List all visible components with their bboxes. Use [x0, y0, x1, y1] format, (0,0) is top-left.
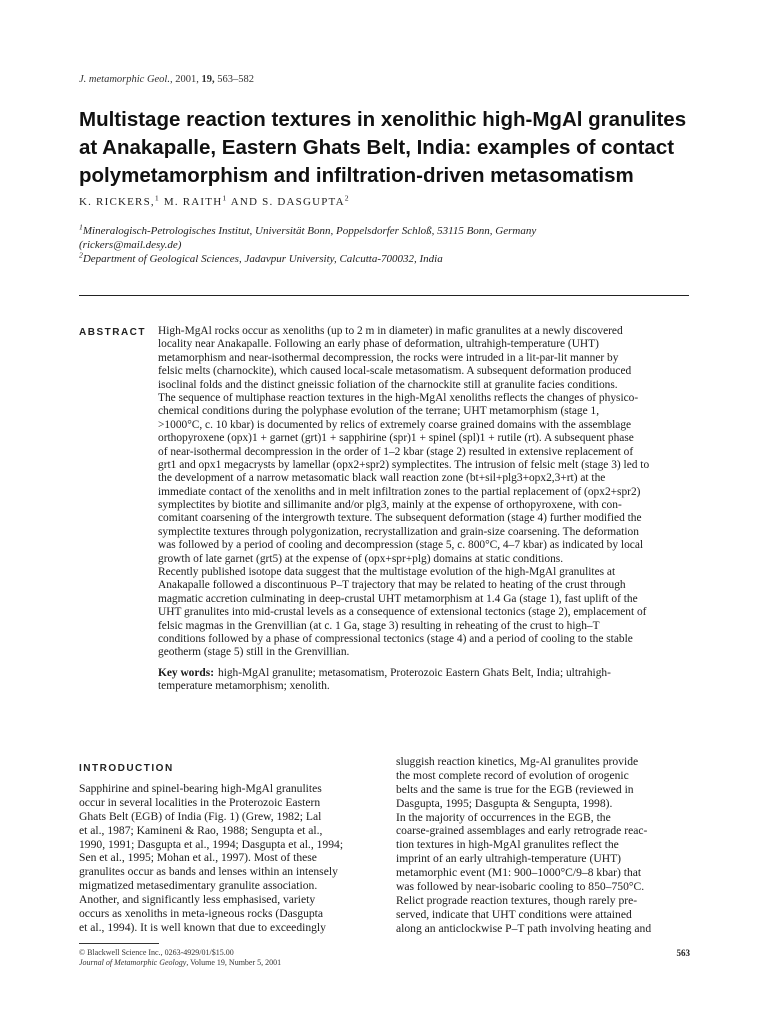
footer-volume-info: , Volume 19, Number 5, 2001	[186, 958, 282, 967]
journal-volume: 19,	[201, 74, 215, 85]
keywords-line	[158, 667, 688, 680]
copyright-line: © Blackwell Science Inc., 0263-4929/01/$15.00	[79, 948, 234, 957]
title-line: polymetamorphism and infiltration-driven metasomatism	[79, 164, 634, 187]
body-line: belts and the same is true for the EGB (reviewed in	[396, 782, 634, 796]
abstract-label: ABSTRACT	[79, 327, 146, 338]
abstract-line: of near-isothermal decompression in the order of 1–2 kbar (stage 2) resulted in extensive replacement of	[158, 445, 634, 458]
abstract-line: was followed by a period of cooling and decompression (stage 5, c. 800°C, 4–7 kbar) as indicated by local	[158, 539, 644, 552]
abstract-line: grt1 and opx1 megacrysts by lamellar (opx2+spr2) symplectites. The intrusion of felsic melt (stage 3) led to	[158, 458, 650, 471]
journal-pages: 563–582	[217, 74, 254, 85]
journal-name: J. metamorphic Geol.,	[79, 74, 173, 85]
keywords	[158, 667, 688, 694]
author-raith: M. RAITH	[163, 196, 223, 208]
body-line: granulites occur as bands and lenses within an intensely	[79, 865, 338, 879]
body-line: tion textures in high-MgAl granulites reflect the	[396, 838, 619, 852]
body-line: Dasgupta, 1995; Dasgupta & Sengupta, 1998).	[396, 796, 613, 810]
author-list	[79, 193, 350, 208]
body-line: was followed by near-isobaric cooling to 850–750°C.	[396, 880, 645, 894]
affiliation-2	[79, 252, 699, 266]
body-line: Relict prograde reaction textures, though rarely pre-	[396, 893, 638, 907]
abstract-line: immediate contact of the xenoliths and in melt infiltration zones to the partial replacement of (opx2+spr2)	[158, 485, 641, 498]
abstract-line: isoclinal folds and the distinct gneissic foliation of the charnockite still at granulite facies conditions.	[158, 378, 618, 391]
intro-left-column	[79, 782, 379, 935]
abstract-line: felsic melts (charnockite), which caused local-scale metasomatism. A subsequent deformation produced	[158, 365, 632, 378]
body-line: along an anticlockwise P–T path involving heating and	[396, 921, 652, 935]
keywords-label: Key words:	[158, 666, 214, 679]
abstract-line: magmatic accretion culminating in deep-crustal UHT metamorphism at 1.4 Ga (stage 1), fast uplift of the	[158, 592, 638, 605]
affiliation-text: Mineralogisch-Petrologisches Institut, Universität Bonn, Poppelsdorfer Schloß, 53115 Bonn, Germany	[82, 225, 537, 237]
body-line: In the majority of occurrences in the EGB, the	[396, 810, 611, 824]
body-line: Ghats Belt (EGB) of India (Fig. 1) (Grew, 1982; Lal	[79, 809, 322, 823]
body-line: et al., 1987; Kamineni & Rao, 1988; Sengupta et al.,	[79, 823, 323, 837]
abstract-line: locality near Anakapalle. Following an early phase of deformation, ultrahigh-temperature (UHT)	[158, 338, 599, 351]
abstract-line: chemical conditions during the polyphase evolution of the terrane; UHT metamorphism (stage 1,	[158, 405, 600, 418]
body-line: the most complete record of evolution of orogenic	[396, 768, 629, 782]
footer-divider	[79, 943, 159, 944]
paper-title	[79, 106, 719, 190]
journal-year: 2001,	[175, 74, 199, 85]
author-rickers: K. RICKERS,	[79, 196, 155, 208]
abstract-line: felsic magmas in the Grenvillian (at c. 1 Ga, stage 3) resulting in reheating of the crust to high–T	[158, 619, 600, 632]
body-line: Another, and significantly less emphasised, variety	[79, 893, 316, 907]
abstract-line: Recently published isotope data suggest that the multistage evolution of the high-MgAl granulites at	[158, 566, 616, 579]
abstract-line: UHT granulites into mid-crustal levels as a consequence of extensional tectonics (stage 2), emplacement of	[158, 606, 647, 619]
abstract-line: growth of late garnet (grt5) at the expense of (opx+spr+plg) domains at static conditions.	[158, 552, 564, 565]
section-heading-introduction: INTRODUCTION	[79, 763, 174, 774]
affiliations	[79, 224, 699, 266]
header-divider	[79, 295, 689, 296]
abstract-line: symplectite textures through polygonization, recrystallization and grain-size coarsening. The deformation	[158, 525, 639, 538]
affiliation-1	[79, 224, 699, 238]
author-dasgupta: AND S. DASGUPTA	[230, 196, 345, 208]
abstract-line: >1000°C, c. 10 kbar) is documented by relics of extremely coarse grained domains with the assemblage	[158, 418, 632, 431]
journal-info-line	[79, 958, 281, 968]
abstract-line: High-MgAl rocks occur as xenoliths (up to 2 m in diameter) in mafic granulites at a newly discovered	[158, 325, 623, 337]
abstract-line: metamorphism and near-isothermal decompression, the rocks were intruded in a lit-par-lit manner by	[158, 351, 619, 364]
body-line: migmatized metasedimentary granulite association.	[79, 879, 318, 893]
abstract-line: symplectites by biotite and sillimanite and/or plg3, mainly at the expense of orthopyroxene, with con-	[158, 499, 622, 512]
intro-right-column	[396, 755, 696, 936]
body-line: Sen et al., 1995; Mohan et al., 1997). Most of these	[79, 851, 317, 865]
footer-journal-name: Journal of Metamorphic Geology	[79, 958, 187, 967]
page-number: 563	[676, 948, 690, 958]
affiliation-marker: 1	[79, 222, 83, 232]
abstract-line: Anakapalle followed a discontinuous P–T trajectory that may be related to heating of the crust through	[158, 579, 626, 592]
title-line: at Anakapalle, Eastern Ghats Belt, India: examples of contact	[79, 136, 675, 159]
abstract-body	[158, 325, 688, 694]
abstract-line: conditions followed by a phase of compressional tectonics (stage 4) and a period of cooling to the stable	[158, 632, 633, 645]
body-line: coarse-grained assemblages and early retrograde reac-	[396, 824, 648, 838]
affiliation-text: Department of Geological Sciences, Jadavpur University, Calcutta-700032, India	[82, 253, 443, 265]
abstract-line: comitant coarsening of the intergrowth texture. The subsequent deformation (stage 4) further modified the	[158, 512, 642, 525]
body-line: metamorphic event (M1: 900–1000°C/9–8 kbar) that	[396, 866, 642, 880]
body-line: sluggish reaction kinetics, Mg-Al granulites provide	[396, 755, 639, 768]
affiliation-marker: 2	[344, 193, 350, 203]
body-line: occurs as xenoliths in meta-igneous rocks (Dasgupta	[79, 907, 324, 921]
abstract-line: the development of a narrow metasomatic black wall reaction zone (bt+sil+plg3+opx2,3+rt) at the	[158, 472, 606, 485]
abstract-line: orthopyroxene (opx)1 + garnet (grt)1 + sapphirine (spr)1 + spinel (spl)1 + rutile (rt). A subsequent phase	[158, 432, 634, 445]
abstract-line: geotherm (stage 5) still in the Grenvillian.	[158, 646, 350, 659]
affiliation-email: (rickers@mail.desy.de)	[79, 239, 182, 251]
affiliation-marker: 1	[154, 193, 160, 203]
journal-citation	[79, 74, 254, 85]
affiliation-marker: 2	[79, 250, 83, 260]
body-line: imprint of an early ultrahigh-temperature (UHT)	[396, 852, 622, 866]
body-line: served, indicate that UHT conditions were attained	[396, 907, 632, 921]
title-line: Multistage reaction textures in xenolithic high-MgAl granulites	[79, 108, 687, 131]
page-footer	[79, 948, 281, 968]
affiliation-marker: 1	[222, 193, 228, 203]
keywords-line: temperature metamorphism; xenolith.	[158, 680, 330, 693]
keywords-text: high-MgAl granulite; metasomatism, Proterozoic Eastern Ghats Belt, India; ultrahigh-	[218, 666, 611, 679]
abstract-line: The sequence of multiphase reaction textures in the high-MgAl xenoliths reflects the changes of physico-	[158, 391, 639, 404]
body-line: 1990, 1991; Dasgupta et al., 1994; Dasgupta et al., 1994;	[79, 837, 344, 851]
body-line: Sapphirine and spinel-bearing high-MgAl granulites	[79, 782, 322, 795]
body-line: et al., 1994). It is well known that due to exceedingly	[79, 920, 326, 934]
body-line: occur in several localities in the Proterozoic Eastern	[79, 795, 321, 809]
